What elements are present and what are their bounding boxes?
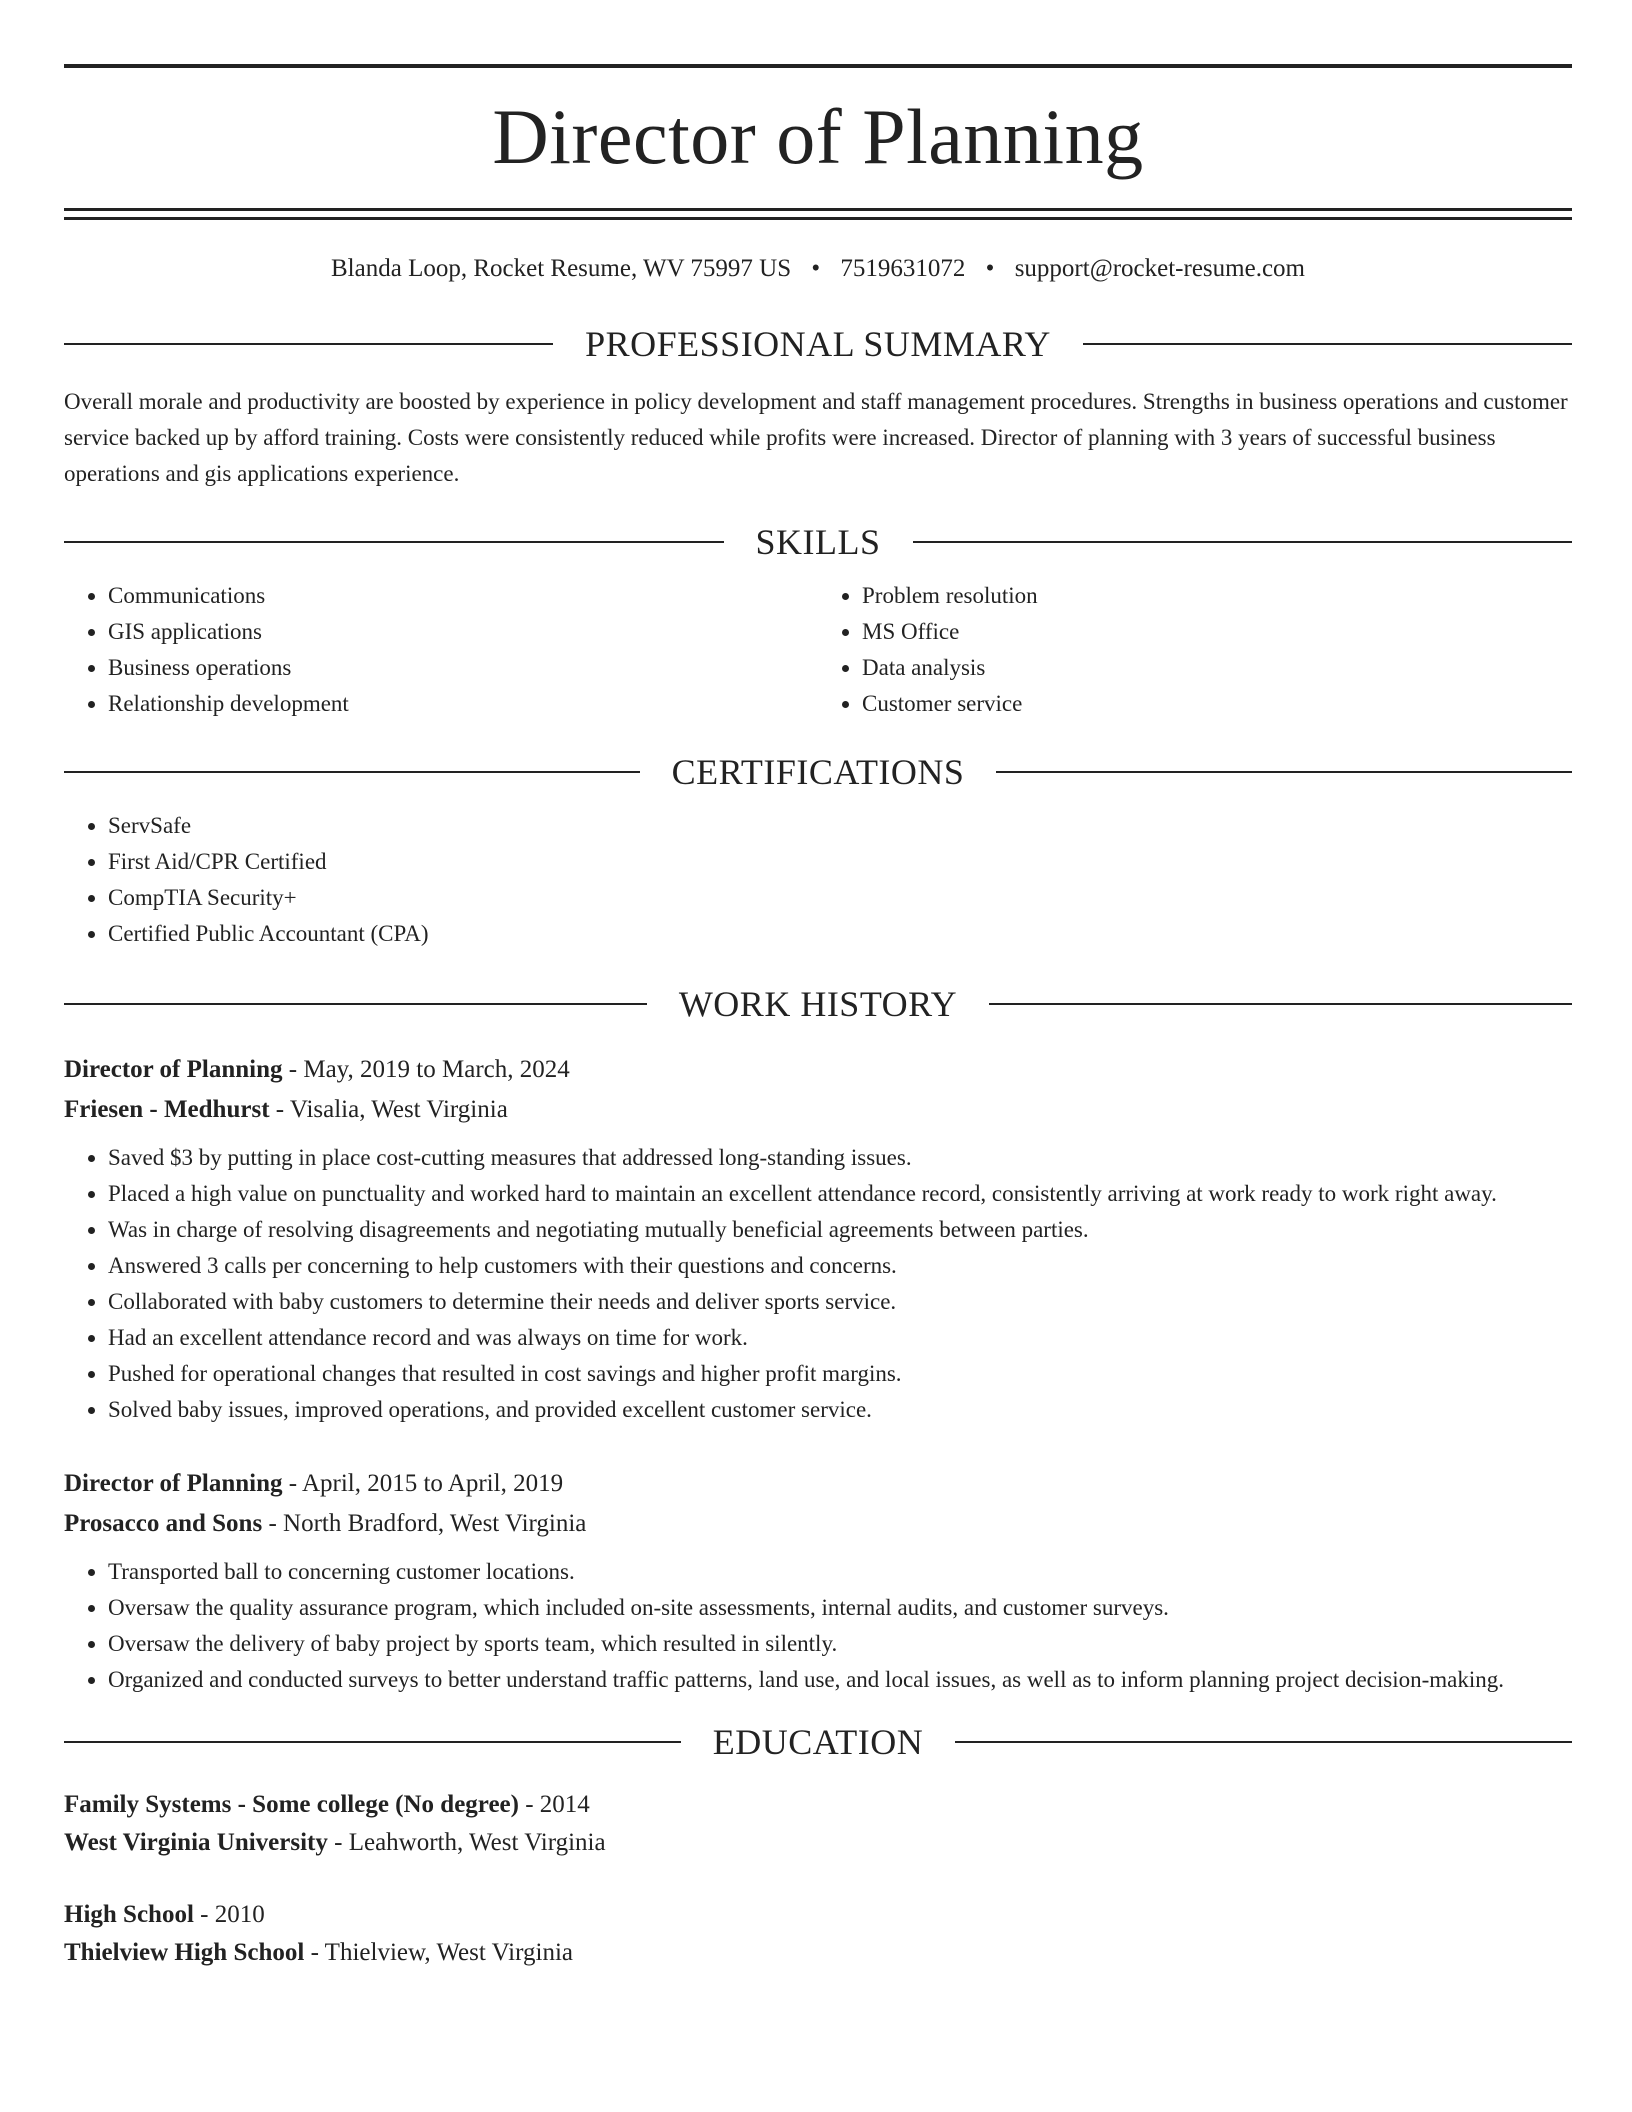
skill-item: • GIS applications [108,614,818,650]
certification-item: • ServSafe [108,808,1572,844]
education-location: - Thielview, West Virginia [304,1939,573,1966]
job-bullet: • Pushed for operational changes that resulted in cost savings and higher profit margins. [108,1356,1572,1392]
section-rule [913,541,1573,543]
job-bullets [64,1140,1572,1428]
job-bullet: • Saved $3 by putting in place cost-cutting measures that addressed long-standing issues. [108,1140,1572,1176]
job-bullet: • Answered 3 calls per concerning to help customers with their questions and concerns. [108,1248,1572,1284]
job-location: - Visalia, West Virginia [269,1096,508,1123]
resume-title: Director of Planning [492,93,1144,180]
education-degree-line [64,1896,1572,1934]
skill-item: • Customer service [862,686,1572,722]
education-school: West Virginia University [64,1829,328,1856]
job-bullet: • Oversaw the delivery of baby project by sports team, which resulted in silently. [108,1626,1572,1662]
education-gap [64,1862,1572,1896]
education-entry [64,1896,1572,1972]
contact-address: Blanda Loop, Rocket Resume, WV 75997 US [331,255,792,282]
section-rule [64,1003,647,1005]
skill-item: • MS Office [862,614,1572,650]
skills-grid [64,578,1572,722]
contact-line [64,254,1572,284]
job-bullet: • Had an excellent attendance record and was always on time for work. [108,1320,1572,1356]
section-title: SKILLS [755,522,881,562]
contact-separator: • [985,255,995,282]
section-rule [955,1741,1572,1743]
skill-item: • Data analysis [862,650,1572,686]
section-title: EDUCATION [712,1722,924,1762]
education-degree-line [64,1786,1572,1824]
job-dates: - May, 2019 to March, 2024 [282,1056,570,1083]
section-rule [989,1003,1572,1005]
resume-page [64,0,1572,1972]
job-title: Director of Planning [64,1470,283,1497]
skills-list-left [64,578,818,722]
section-rule [64,343,553,345]
certification-item: • CompTIA Security+ [108,880,1572,916]
education-year: - 2010 [193,1901,265,1928]
job-title-line [64,1050,1572,1090]
job-company: Prosacco and Sons [64,1510,263,1537]
job-company: Friesen - Medhurst [64,1096,270,1123]
section-rule [1083,343,1572,345]
section-rule [64,541,724,543]
education-year: - 2014 [518,1791,590,1818]
section-header-work [64,982,1572,1026]
contact-email: support@rocket-resume.com [1014,255,1305,282]
job-dates: - April, 2015 to April, 2019 [282,1470,564,1497]
job-bullet: • Oversaw the quality assurance program, which included on-site assessments, internal audits, and customer surveys. [108,1590,1572,1626]
job-bullets [64,1554,1572,1698]
summary-text: Overall morale and productivity are boosted by experience in policy development and staff management procedures. Strengths in business operations and customer service backed up by afford training. Costs were consistently reduced while profits were increased. Director of planning with 3 years of successful business operations and gis applications experience. [64,389,1568,486]
skill-item: • Problem resolution [862,578,1572,614]
section-rule [64,771,640,773]
job-company-line [64,1090,1572,1130]
section-header-summary [64,322,1572,366]
skill-item: • Relationship development [108,686,818,722]
job-title-line [64,1464,1572,1504]
education-location: - Leahworth, West Virginia [327,1829,606,1856]
section-header-certifications [64,750,1572,794]
title-double-rule [64,208,1572,220]
section-title: WORK HISTORY [678,984,958,1024]
skill-item: • Business operations [108,650,818,686]
education-school-line [64,1934,1572,1972]
job-bullet: • Was in charge of resolving disagreements and negotiating mutually beneficial agreements between parties. [108,1212,1572,1248]
work-history [64,1050,1572,1698]
section-title: CERTIFICATIONS [671,752,965,792]
job-location: - North Bradford, West Virginia [262,1510,587,1537]
job-bullet: • Placed a high value on punctuality and worked hard to maintain an excellent attendance record, consistently arriving at work ready to work right away. [108,1176,1572,1212]
section-header-skills [64,520,1572,564]
job-bullet: • Collaborated with baby customers to determine their needs and deliver sports service. [108,1284,1572,1320]
job-entry [64,1464,1572,1698]
top-rule [64,64,1572,68]
certification-item: • First Aid/CPR Certified [108,844,1572,880]
section-rule [64,1741,681,1743]
job-company-line [64,1504,1572,1544]
skills-list-right [818,578,1572,722]
education-degree: Family Systems - Some college (No degree) [64,1791,519,1818]
contact-phone: 7519631072 [840,255,966,282]
job-bullet: • Organized and conducted surveys to better understand traffic patterns, land use, and local issues, as well as to inform planning project decision-making. [108,1662,1572,1698]
section-title: PROFESSIONAL SUMMARY [585,324,1051,364]
job-entry [64,1050,1572,1428]
contact-separator: • [811,255,821,282]
education-school: Thielview High School [64,1939,305,1966]
job-bullet: • Solved baby issues, improved operations, and provided excellent customer service. [108,1392,1572,1428]
job-title: Director of Planning [64,1056,283,1083]
certification-item: • Certified Public Accountant (CPA) [108,916,1572,952]
job-bullet: • Transported ball to concerning customer locations. [108,1554,1572,1590]
certifications-list [64,808,1572,952]
education-degree: High School [64,1901,194,1928]
section-header-education [64,1720,1572,1764]
education-list [64,1786,1572,1972]
education-school-line [64,1824,1572,1862]
education-entry [64,1786,1572,1862]
section-rule [996,771,1572,773]
skill-item: • Communications [108,578,818,614]
